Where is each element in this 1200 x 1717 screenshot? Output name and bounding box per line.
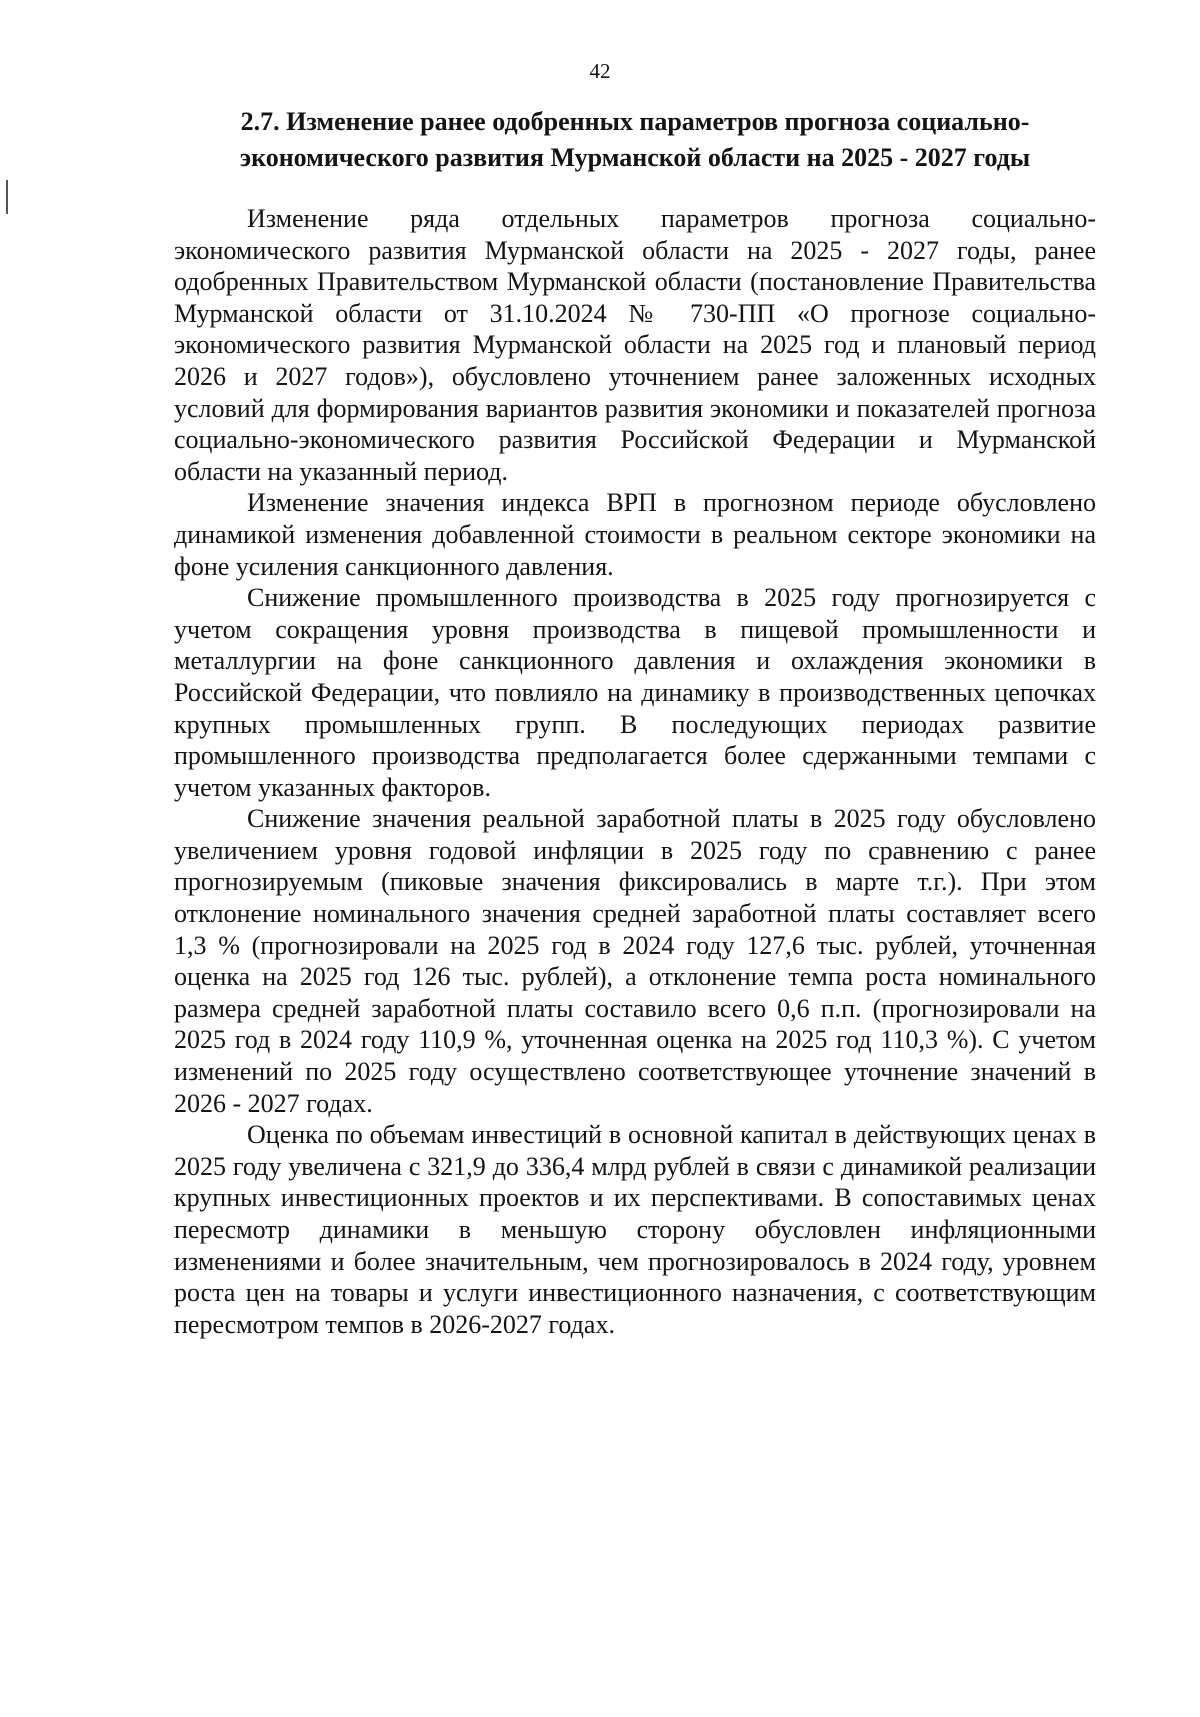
paragraph: Изменение значения индекса ВРП в прогнозном периоде обусловлено динамикой изменения добавленной стоимости в реальном секторе экономики на фоне усиления санкционного давления.	[174, 488, 1096, 581]
document-body	[174, 203, 1096, 1340]
page-number: 42	[589, 59, 611, 83]
paragraph: Снижение значения реальной заработной платы в 2025 году обусловлено увеличением уровня годовой инфляции в 2025 году по сравнению с ранее прогнозируемым (пиковые значения фиксировались в марте т.г.). При этом отклонение номинального значения средней заработной платы составляет всего 1,3 % (прогнозировали на 2025 год в 2024 году 127,6 тыс. рублей, уточненная оценка на 2025 год 126 тыс. рублей), а отклонение темпа роста номинального размера средней заработной платы составило всего 0,6 п.п. (прогнозировали на 2025 год в 2024 году 110,9 %, уточненная оценка на 2025 год 110,3 %). С учетом изменений по 2025 году осуществлено соответствующее уточнение значений в 2026 - 2027 годах.	[174, 804, 1096, 1118]
paragraph: Оценка по объемам инвестиций в основной капитал в действующих ценах в 2025 году увеличена с 321,9 до 336,4 млрд рублей в связи с динамикой реализации крупных инвестиционных проектов и их перспективами. В сопоставимых ценах пересмотр динамики в меньшую сторону обусловлен инфляционными изменениями и более значительным, чем прогнозировалось в 2024 году, уровнем роста цен на товары и услуги инвестиционного назначения, с соответствующим пересмотром темпов в 2026-2027 годах.	[174, 1120, 1096, 1339]
paragraph: Изменение ряда отдельных параметров прогноза социально-экономического развития Мурманской области на 2025 - 2027 годы, ранее одобренных Правительством Мурманской области (постановление Правительства Мурманской области от 31.10.2024 № 730-ПП «О прогнозе социально-экономического развития Мурманской области на 2025 год и плановый период 2026 и 2027 годов»), обусловлено уточнением ранее заложенных исходных условий для формирования вариантов развития экономики и показателей прогноза социально-экономического развития Российской Федерации и Мурманской области на указанный период.	[174, 204, 1096, 486]
section-heading: 2.7. Изменение ранее одобренных параметров прогноза социально-экономического развития Мурманской области на 2025 - 2027 годы	[239, 107, 1031, 172]
margin-mark	[6, 180, 8, 214]
paragraph: Снижение промышленного производства в 2025 году прогнозируется с учетом сокращения уровня производства в пищевой промышленности и металлургии на фоне санкционного давления и охлаждения экономики в Российской Федерации, что повлияло на динамику в производственных цепочках крупных промышленных групп. В последующих периодах развитие промышленного производства предполагается более сдержанными темпами с учетом указанных факторов.	[174, 583, 1096, 802]
